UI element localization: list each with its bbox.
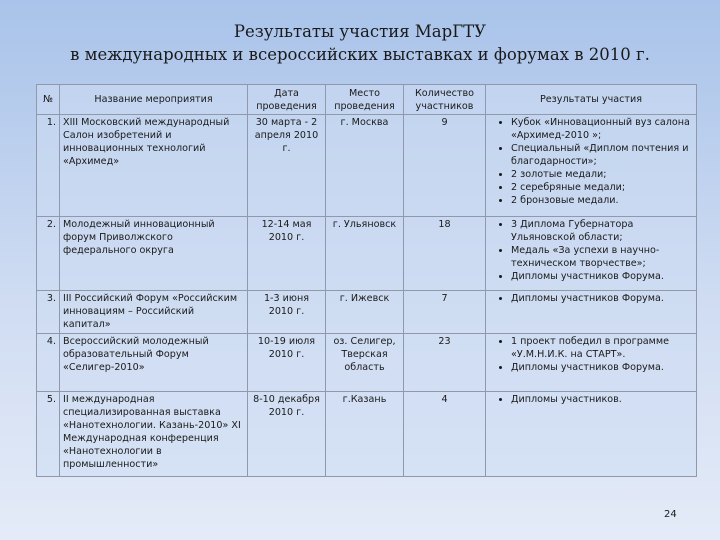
result-item: • Дипломы участников Форума. <box>511 361 693 374</box>
results-table <box>36 84 697 477</box>
participant-count: 18 <box>404 217 486 291</box>
event-name: II международная специализированная выставка «Нанотехнологии. Казань-2010» XI Международная конференция «Нанотехнологии в промышленности» <box>60 392 248 477</box>
row-number: 4. <box>37 334 60 392</box>
event-place: оз. Селигер, Тверская область <box>326 334 404 392</box>
event-date: 1-3 июня 2010 г. <box>248 291 326 334</box>
header-event-name: Название мероприятия <box>60 85 248 115</box>
result-item: • 1 проект победил в программе «У.М.Н.И.К. на СТАРТ». <box>511 335 693 361</box>
table-row <box>37 334 697 392</box>
participant-count: 4 <box>404 392 486 477</box>
row-number: 3. <box>37 291 60 334</box>
event-date: 12-14 мая 2010 г. <box>248 217 326 291</box>
event-name: Молодежный инновационный форум Приволжского федерального округа <box>60 217 248 291</box>
result-item: • Дипломы участников Форума. <box>511 270 693 283</box>
event-results <box>486 334 697 392</box>
table-row <box>37 392 697 477</box>
result-item: • 3 Диплома Губернатора Ульяновской области; <box>511 218 693 244</box>
row-number: 2. <box>37 217 60 291</box>
event-name: Всероссийский молодежный образовательный Форум «Селигер-2010» <box>60 334 248 392</box>
header-date: Дата проведения <box>248 85 326 115</box>
header-results: Результаты участия <box>486 85 697 115</box>
event-results <box>486 392 697 477</box>
result-item: • Кубок «Инновационный вуз салона «Архимед-2010 »; <box>511 116 693 142</box>
event-place: г. Ижевск <box>326 291 404 334</box>
event-name: III Российский Форум «Российским инновациям – Российский капитал» <box>60 291 248 334</box>
slide-subtitle: в международных и всероссийских выставках и форумах в 2010 г. <box>70 45 650 64</box>
result-item: • Медаль «За успехи в научно-техническом творчестве»; <box>511 244 693 270</box>
result-item: • Дипломы участников. <box>511 393 693 406</box>
row-number: 5. <box>37 392 60 477</box>
result-item: • Специальный «Диплом почтения и благодарности»; <box>511 142 693 168</box>
page-number: 24 <box>664 509 677 520</box>
result-item: • 2 золотые медали; <box>511 168 693 181</box>
participant-count: 7 <box>404 291 486 334</box>
row-number: 1. <box>37 115 60 217</box>
event-date: 8-10 декабря 2010 г. <box>248 392 326 477</box>
participant-count: 23 <box>404 334 486 392</box>
result-item: • 2 бронзовые медали. <box>511 194 693 207</box>
header-place: Место проведения <box>326 85 404 115</box>
event-results <box>486 115 697 217</box>
result-item: • Дипломы участников Форума. <box>511 292 693 305</box>
event-date: 30 марта - 2 апреля 2010 г. <box>248 115 326 217</box>
event-name: XIII Московский международный Салон изобретений и инновационных технологий «Архимед» <box>60 115 248 217</box>
event-place: г. Москва <box>326 115 404 217</box>
event-place: г.Казань <box>326 392 404 477</box>
participant-count: 9 <box>404 115 486 217</box>
event-results <box>486 217 697 291</box>
table-row <box>37 291 697 334</box>
event-results <box>486 291 697 334</box>
event-place: г. Ульяновск <box>326 217 404 291</box>
table-row <box>37 115 697 217</box>
header-number: № <box>37 85 60 115</box>
table-header-row <box>37 85 697 115</box>
slide-title: Результаты участия МарГТУ <box>233 22 487 41</box>
table-row <box>37 217 697 291</box>
header-participants: Количество участников <box>404 85 486 115</box>
event-date: 10-19 июля 2010 г. <box>248 334 326 392</box>
result-item: • 2 серебряные медали; <box>511 181 693 194</box>
